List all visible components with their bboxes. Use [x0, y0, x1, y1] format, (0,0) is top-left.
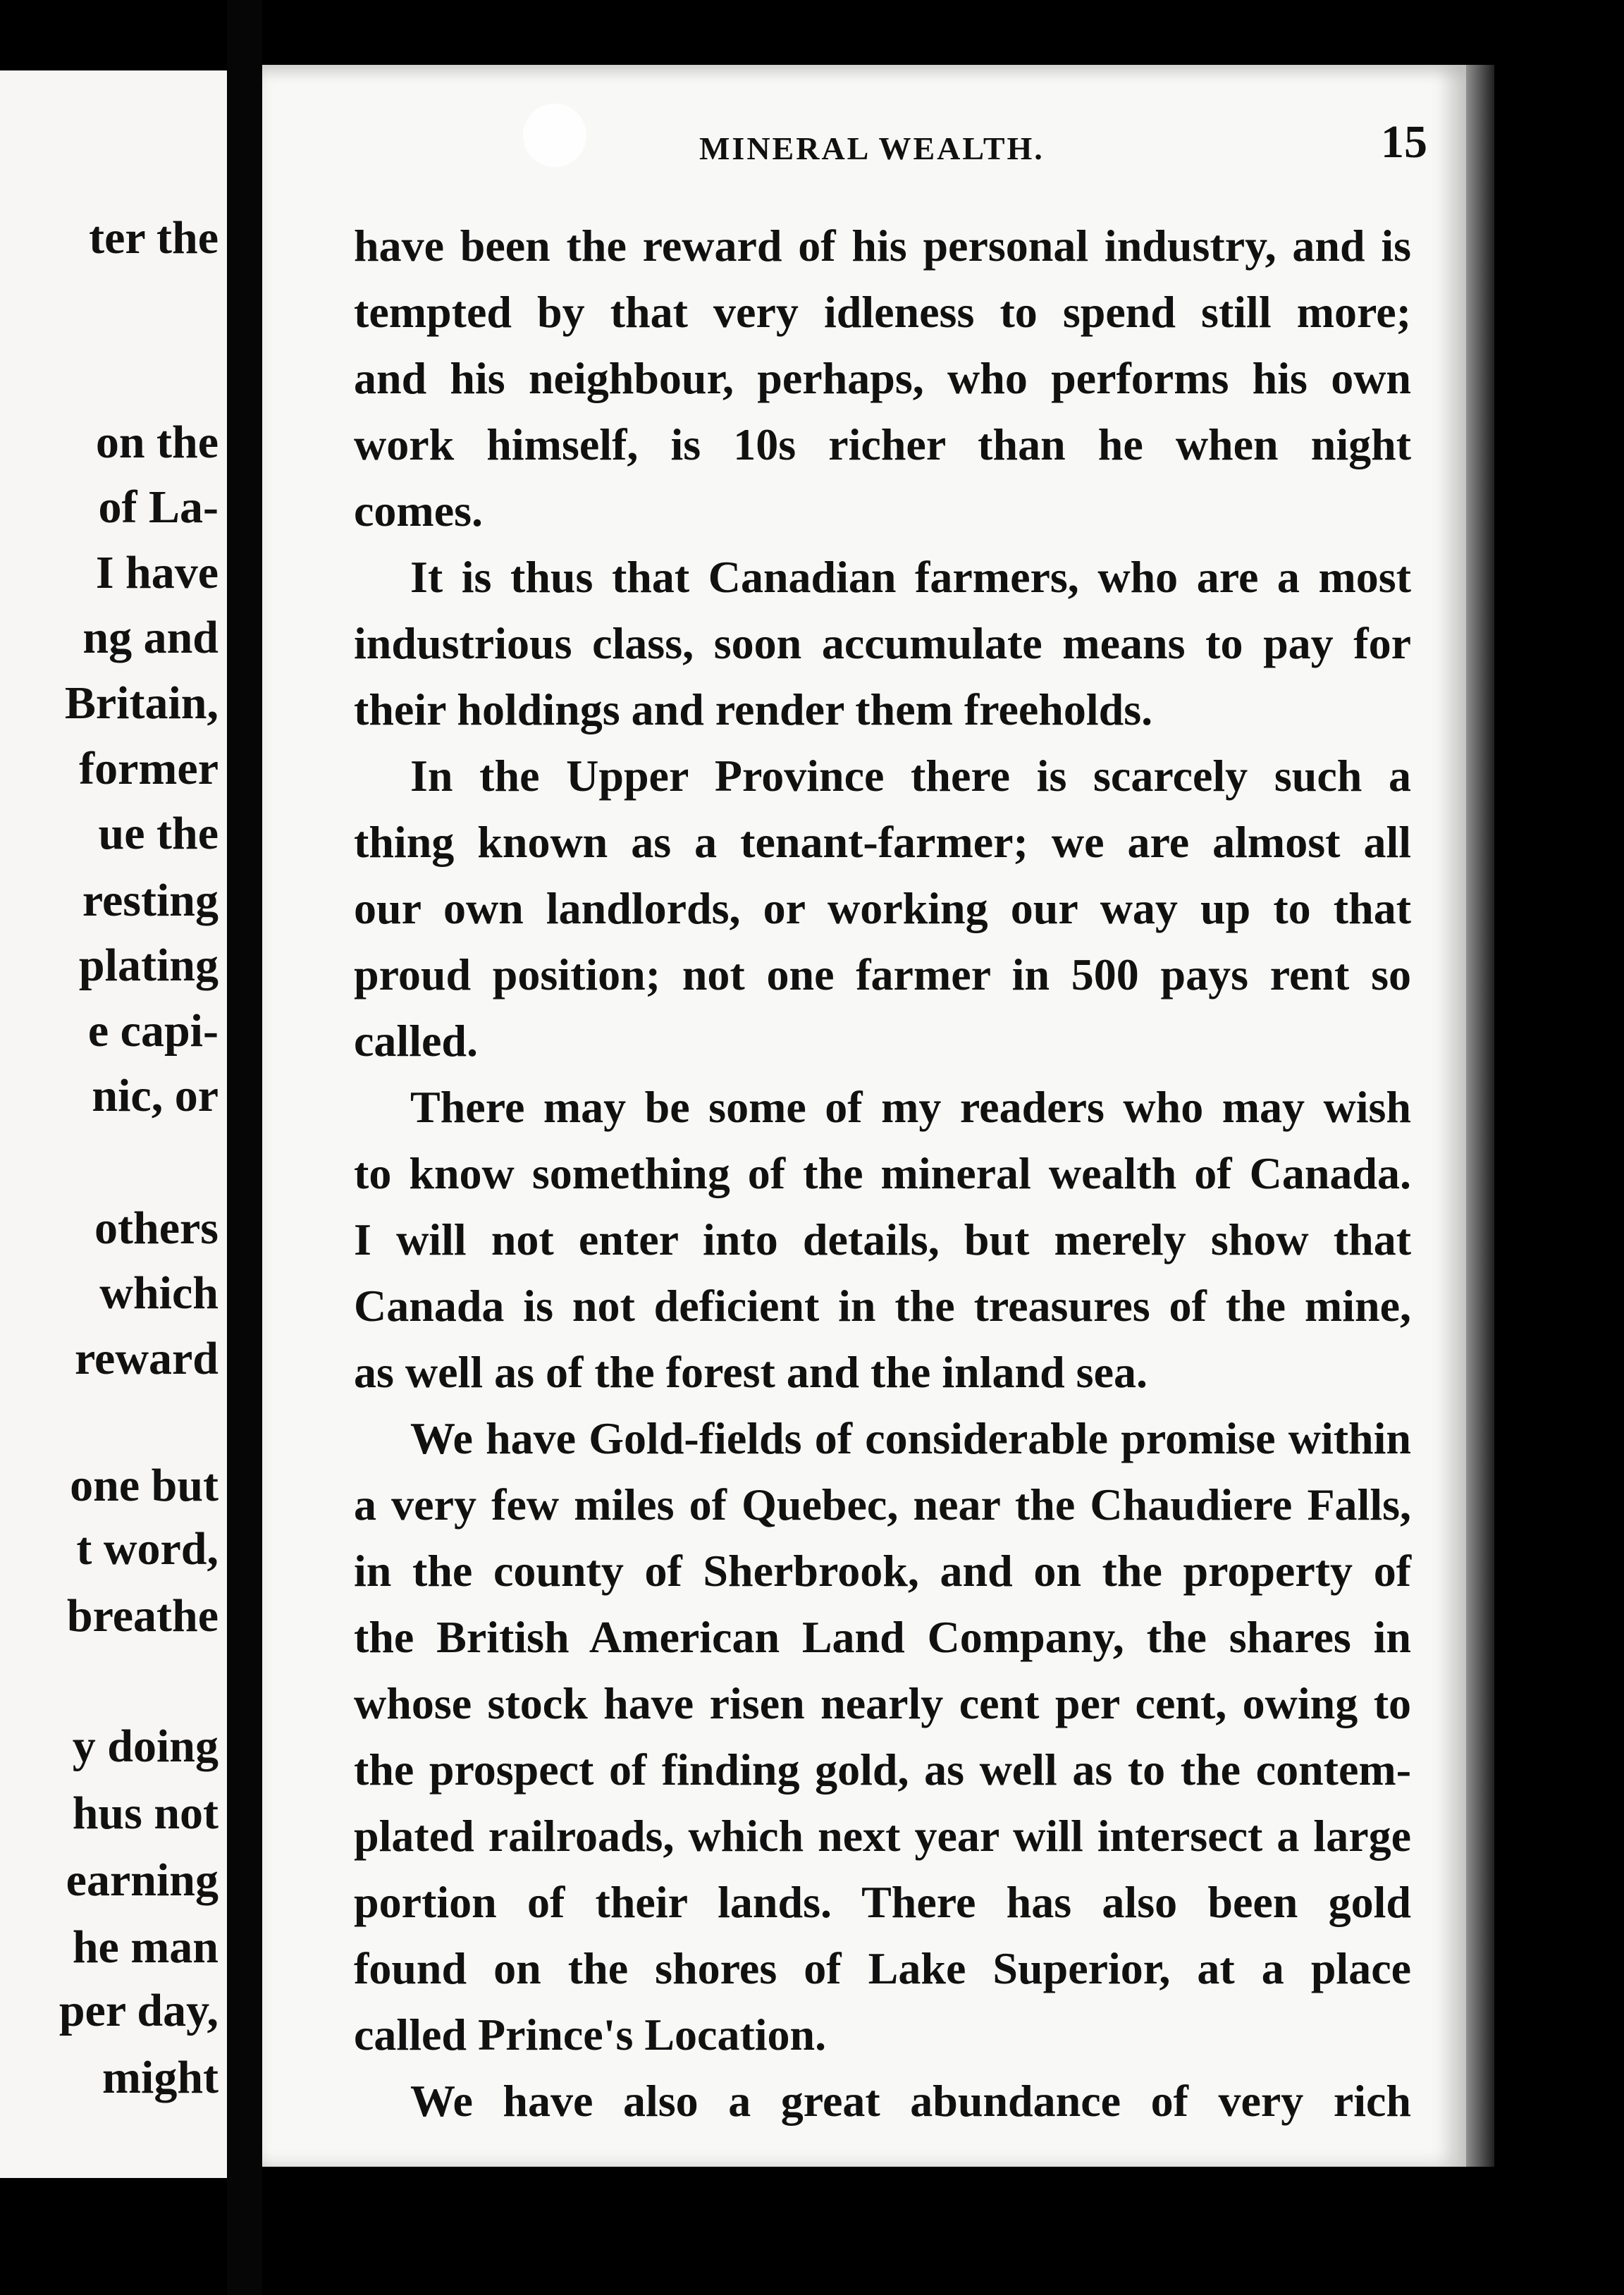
text-line: Canada is not deficient in the treasures of the mine,: [354, 1281, 1411, 1331]
left-page-fragment: [0, 70, 227, 2178]
page-edge-shadow: [1466, 65, 1494, 2167]
text-line: tempted by that very idleness to spend still more;: [354, 287, 1411, 337]
page-header: [262, 116, 1466, 179]
left-line: Britain,: [64, 677, 219, 729]
text-line: portion of their lands. There has also been gold: [354, 1877, 1411, 1927]
text-line: We have also a great abundance of very rich: [410, 2076, 1411, 2126]
text-line: called Prince's Location.: [354, 2010, 827, 2060]
left-line: might: [102, 2052, 219, 2103]
left-line: breathe: [66, 1590, 219, 1642]
page-number: 15: [1381, 116, 1427, 168]
body-text: [354, 213, 1411, 2134]
text-line: a very few miles of Quebec, near the Chaudiere Falls,: [354, 1479, 1411, 1530]
text-line: proud position; not one farmer in 500 pays rent so: [354, 949, 1411, 999]
text-line: their holdings and render them freeholds.: [354, 684, 1153, 734]
left-line: I have: [95, 547, 219, 598]
text-line: thing known as a tenant-farmer; we are almost all: [354, 817, 1411, 867]
left-line: he man: [72, 1921, 219, 1973]
text-line: to know something of the mineral wealth of Canada.: [354, 1148, 1411, 1198]
left-line: former: [79, 743, 219, 794]
text-line: whose stock have risen nearly cent per cent, owing to: [354, 1678, 1411, 1728]
left-line: which: [99, 1267, 219, 1319]
text-line: In the Upper Province there is scarcely such a: [410, 751, 1411, 801]
left-line: ter the: [89, 212, 219, 264]
text-line: industrious class, soon accumulate means to pay for: [354, 618, 1411, 668]
left-line: hus not: [72, 1788, 219, 1839]
left-line: per day,: [59, 1985, 219, 2036]
left-line: e capi-: [87, 1005, 219, 1057]
text-line: I will not enter into details, but merely show that: [354, 1214, 1411, 1265]
text-line: There may be some of my readers who may wish: [410, 1082, 1411, 1132]
text-line: as well as of the forest and the inland sea.: [354, 1347, 1148, 1397]
left-line: resting: [82, 875, 219, 926]
text-line: We have Gold-fields of considerable promise within: [410, 1413, 1411, 1463]
left-line: one but: [70, 1460, 219, 1511]
left-line: ue the: [98, 808, 219, 859]
left-line: y doing: [72, 1721, 219, 1772]
left-line: earning: [66, 1854, 219, 1906]
book-gutter: [227, 0, 262, 2295]
left-line: on the: [95, 417, 219, 468]
text-line: have been the reward of his personal industry, and is: [354, 221, 1411, 271]
right-page: [262, 65, 1466, 2167]
text-line: our own landlords, or working our way up to that: [354, 883, 1411, 933]
left-line: nic, or: [92, 1070, 219, 1121]
text-line: It is thus that Canadian farmers, who are a most: [410, 552, 1411, 602]
left-line: of La-: [98, 481, 219, 533]
left-line: plating: [78, 940, 219, 991]
left-line: ng and: [82, 612, 219, 663]
running-head: MINERAL WEALTH.: [699, 130, 1045, 166]
text-line: found on the shores of Lake Superior, at a place: [354, 1943, 1411, 1993]
left-line: others: [94, 1202, 219, 1254]
text-line: plated railroads, which next year will intersect a large: [354, 1811, 1411, 1861]
text-line: work himself, is 10s richer than he when night: [354, 419, 1411, 469]
text-line: the British American Land Company, the shares in: [354, 1612, 1411, 1662]
text-line: in the county of Sherbrook, and on the property of: [354, 1546, 1411, 1596]
text-line: the prospect of finding gold, as well as to the contem-: [354, 1745, 1411, 1795]
text-line: and his neighbour, perhaps, who performs his own: [354, 353, 1411, 403]
text-line: called.: [354, 1016, 478, 1066]
left-line: reward: [74, 1333, 219, 1384]
text-line: comes.: [354, 486, 484, 536]
left-line: t word,: [76, 1523, 219, 1575]
